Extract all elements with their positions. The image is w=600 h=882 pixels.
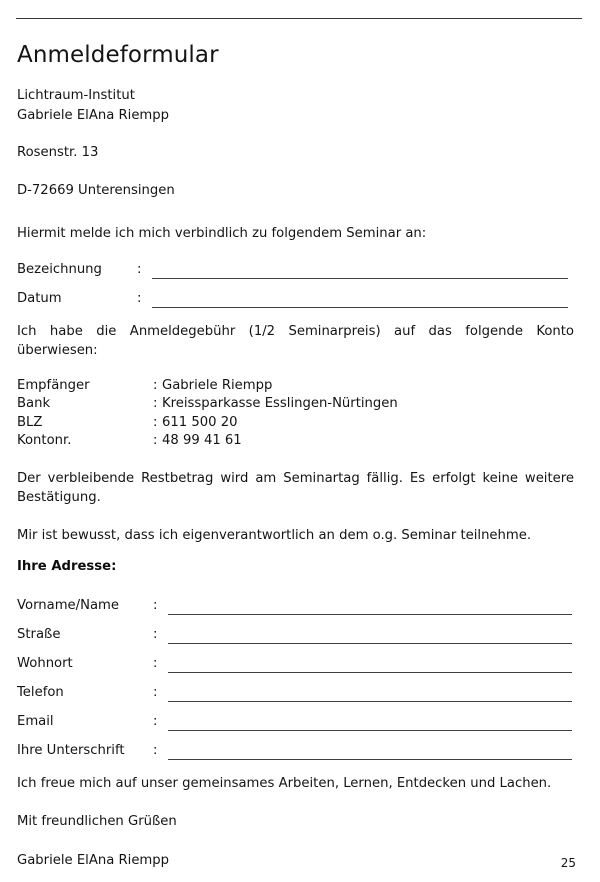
field-label-datum: Datum xyxy=(17,290,62,306)
spacer xyxy=(17,508,574,526)
spacer xyxy=(17,125,574,143)
form-row xyxy=(17,673,574,702)
field-input-email[interactable] xyxy=(168,715,572,731)
header-rule xyxy=(16,18,582,19)
form-row xyxy=(17,702,574,731)
bank-colon: : xyxy=(153,414,158,430)
bank-label-bank: Bank xyxy=(17,396,51,411)
field-colon: : xyxy=(153,743,158,758)
field-label-bezeichnung: Bezeichnung xyxy=(17,261,102,277)
field-label-telefon: Telefon xyxy=(17,685,64,700)
form-row xyxy=(17,586,574,615)
sender-person: Gabriele ElAna Riempp xyxy=(17,107,170,123)
spacer xyxy=(17,163,574,181)
bank-row-bank xyxy=(17,395,574,414)
responsibility-note: Mir ist bewusst, dass ich eigenverantwortlich an dem o.g. Seminar teilnehme. xyxy=(17,527,532,543)
page-title: Anmeldeformular xyxy=(17,42,219,68)
field-input-strasse[interactable] xyxy=(168,628,572,644)
document-content xyxy=(17,40,574,871)
seminar-fields xyxy=(17,250,574,308)
spacer xyxy=(17,308,574,322)
field-input-unterschrift[interactable] xyxy=(168,744,572,760)
sender-street: Rosenstr. 13 xyxy=(17,145,99,160)
spacer xyxy=(17,545,574,557)
bank-colon: : xyxy=(153,396,158,411)
bank-value-kontonr: 48 99 41 61 xyxy=(162,433,242,448)
field-input-wohnort[interactable] xyxy=(168,657,572,673)
bank-colon: : xyxy=(153,377,158,393)
bank-colon: : xyxy=(153,433,158,448)
closing-note: Ich freue mich auf unser gemeinsames Arbeiten, Lernen, Entdecken und Lachen. xyxy=(17,776,552,791)
field-colon: : xyxy=(137,261,142,277)
payment-note: Ich habe die Anmeldegebühr (1/2 Seminarpreis) auf das folgende Konto überwiesen: xyxy=(17,323,574,358)
field-label-wohnort: Wohnort xyxy=(17,656,73,671)
spacer xyxy=(17,831,574,851)
bank-value-empfaenger: Gabriele Riempp xyxy=(162,377,273,393)
sender-city: D-72669 Unterensingen xyxy=(17,182,175,198)
bank-row-blz xyxy=(17,414,574,433)
form-row xyxy=(17,615,574,644)
bank-value-bank: Kreissparkasse Esslingen-Nürtingen xyxy=(162,396,398,411)
field-colon: : xyxy=(153,598,158,613)
address-heading: Ihre Adresse: xyxy=(17,559,117,574)
spacer xyxy=(17,200,574,224)
field-colon: : xyxy=(153,714,158,729)
field-input-vorname-name[interactable] xyxy=(168,599,572,615)
page-number: 25 xyxy=(560,856,576,870)
field-colon: : xyxy=(153,627,158,642)
field-label-strasse: Straße xyxy=(17,627,61,642)
balance-note: Der verbleibende Restbetrag wird am Seminartag fällig. Es erfolgt keine weitere Bestätigung. xyxy=(17,470,574,505)
form-row xyxy=(17,250,574,279)
field-colon: : xyxy=(137,290,142,306)
spacer xyxy=(17,451,574,469)
field-colon: : xyxy=(153,656,158,671)
field-input-bezeichnung[interactable] xyxy=(152,263,568,279)
sender-institute: Lichtraum-Institut xyxy=(17,88,135,103)
bank-label-kontonr: Kontonr. xyxy=(17,433,72,448)
form-row xyxy=(17,279,574,308)
bank-value-blz: 611 500 20 xyxy=(162,414,238,430)
regards-text: Mit freundlichen Grüßen xyxy=(17,813,177,829)
bank-details xyxy=(17,377,574,451)
field-label-email: Email xyxy=(17,714,54,729)
signature-name: Gabriele ElAna Riempp xyxy=(17,853,170,868)
spacer xyxy=(17,760,574,774)
spacer xyxy=(17,794,574,812)
field-label-unterschrift: Ihre Unterschrift xyxy=(17,743,125,758)
form-row xyxy=(17,644,574,673)
intro-text: Hiermit melde ich mich verbindlich zu folgendem Seminar an: xyxy=(17,226,427,241)
field-colon: : xyxy=(153,685,158,700)
bank-row-empfaenger xyxy=(17,377,574,396)
bank-label-empfaenger: Empfänger xyxy=(17,377,90,393)
spacer xyxy=(17,576,574,586)
field-label-vorname-name: Vorname/Name xyxy=(17,598,120,613)
field-input-datum[interactable] xyxy=(152,292,568,308)
field-input-telefon[interactable] xyxy=(168,686,572,702)
bank-row-kontonr xyxy=(17,432,574,451)
form-row xyxy=(17,731,574,760)
bank-label-blz: BLZ xyxy=(17,414,43,430)
spacer xyxy=(17,361,574,377)
address-fields xyxy=(17,586,574,760)
